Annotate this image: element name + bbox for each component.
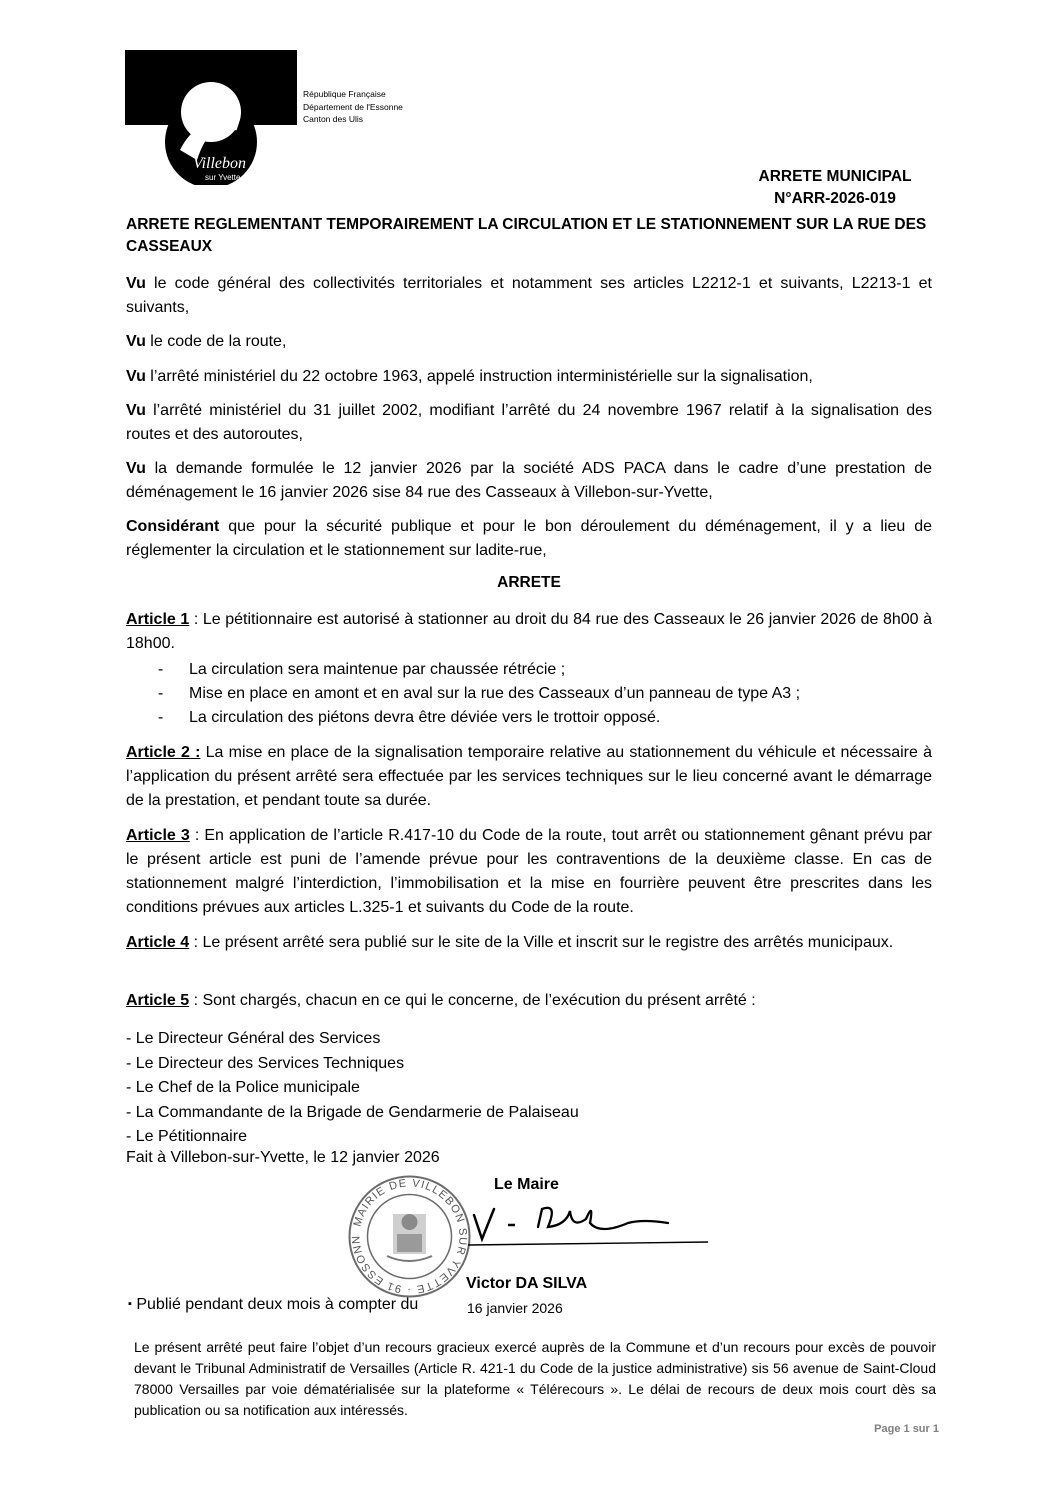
article-4: Article 4 : Le présent arrêté sera publié sur le site de la Ville et inscrit sur le registre des arrêtés municipaux.	[126, 934, 894, 951]
considerant: Considérant que pour la sécurité publique et pour le bon déroulement du déménagement, il y a lieu de réglementer la circulation et le stationnement sur ladite-rue,	[126, 518, 932, 559]
visa-arrete-2002: Vu l’arrêté ministériel du 31 juillet 2002, modifiant l’arrêté du 24 novembre 1967 relatif à la signalisation des routes et des autoroutes,	[126, 402, 932, 443]
article-4-label: Article 4	[126, 934, 190, 951]
handwritten-signature	[468, 1195, 713, 1265]
stamp-graphic	[347, 1174, 472, 1299]
signatory-name: Victor DA SILVA	[466, 1275, 588, 1292]
article-1-label: Article 1	[126, 611, 190, 628]
header-line-canton: Canton des Ulis	[303, 114, 364, 124]
article-1-bullet: - La circulation des piétons devra être déviée vers le trottoir opposé.	[158, 709, 661, 726]
article-5-label: Article 5	[126, 992, 190, 1009]
visa-code-route: Vu le code de la route,	[126, 333, 287, 350]
mairie-stamp	[347, 1174, 472, 1299]
page-number: Page 1 sur 1	[874, 1423, 939, 1435]
visa-arrete-1963: Vu l’arrêté ministériel du 22 octobre 1963, appelé instruction interministérielle sur la signalisation,	[126, 368, 813, 385]
recipient-item: - Le Chef de la Police municipale	[126, 1079, 360, 1096]
arrete-heading: ARRETE	[497, 574, 561, 591]
decree-type: ARRETE MUNICIPAL	[758, 168, 912, 185]
article-5: Article 5 : Sont chargés, chacun en ce qui le concerne, de l’exécution du présent arrêté :	[126, 992, 756, 1009]
done-at: Fait à Villebon-sur-Yvette, le 12 janvier 2026	[126, 1149, 440, 1166]
publication-line	[128, 1296, 418, 1314]
svg-text:Villebon: Villebon	[193, 155, 247, 172]
header-admin-lines	[303, 88, 403, 126]
logo-graphic	[125, 50, 297, 185]
decree-title: ARRETE REGLEMENTANT TEMPORAIREMENT LA CIRCULATION ET LE STATIONNEMENT SUR LA RUE DES CASSEAUX	[126, 216, 927, 255]
signatory-role: Le Maire	[494, 1176, 559, 1193]
article-2: Article 2 : La mise en place de la signalisation temporaire relative au stationnement du véhicule et nécessaire à l’application du présent arrêté sera effectuée par les services techniques sur le lieu concerné avant le démarrage de la prestation, et pendant toute sa durée.	[126, 744, 932, 809]
article-1-bullet: - La circulation sera maintenue par chaussée rétrécie ;	[158, 661, 566, 678]
recipients-list	[126, 1027, 579, 1150]
recipient-item: - La Commandante de la Brigade de Gendarmerie de Palaiseau	[126, 1103, 579, 1121]
recipient-item: - Le Directeur Général des Services	[126, 1030, 381, 1047]
header-line-republic: République Française	[303, 89, 386, 99]
recipient-item: - Le Pétitionnaire	[126, 1128, 247, 1145]
visa-demande: Vu la demande formulée le 12 janvier 2026 par la société ADS PACA dans le cadre d’une prestation de déménagement le 16 janvier 2026 sise 84 rue des Casseaux à Villebon-sur-Yvette,	[126, 460, 932, 501]
villebon-logo	[125, 50, 297, 185]
header-line-department: Département de l'Essonne	[303, 101, 403, 112]
article-1: Article 1 : Le pétitionnaire est autorisé à stationner au droit du 84 rue des Casseaux le 26 janvier 2026 de 8h00 à 18h00.	[126, 611, 933, 652]
decree-number: N°ARR-2026-019	[774, 190, 896, 207]
article-1-bullet: - Mise en place en amont et en aval sur la rue des Casseaux d’un panneau de type A3 ;	[158, 685, 801, 702]
signature-graphic	[468, 1195, 713, 1265]
publication-label: Publié pendant deux mois à compter du	[136, 1296, 419, 1313]
visa-cgct: Vu le code général des collectivités territoriales et notamment ses articles L2212-1 et suivants, L2213-1 et suivants,	[126, 275, 932, 316]
article-3: Article 3 : En application de l’article R.417-10 du Code de la route, tout arrêt ou stationnement gênant prévu par le présent article est puni de l’amende prévue pour les contraventions de la deuxième classe. En cas de stationnement malgré l’interdiction, l’immobilisation et la mise en fourrière peuvent être prescrites dans les conditions prévues aux articles L.325-1 et suivants du Code de la route.	[126, 827, 933, 916]
svg-text:sur Yvette: sur Yvette	[205, 173, 241, 182]
publication-date: 16 janvier 2026	[467, 1300, 563, 1316]
article-3-label: Article 3	[126, 827, 190, 844]
svg-text:MAIRIE DE VILLEBON SUR YVETTE: MAIRIE DE VILLEBON SUR YVETTE · 91 ESSONN	[350, 1177, 469, 1296]
article-2-label: Article 2 :	[126, 744, 201, 761]
legal-recourse-notice: Le présent arrêté peut faire l’objet d’un recours gracieux exercé auprès de la Commune et d’un recours pour excès de pouvoir devant le Tribunal Administratif de Versailles (Article R. 421-1 du Code de la justice administrative) sis 56 avenue de Saint-Cloud 78000 Versailles par voie dématérialisée sur la plateforme « Télérecours ». Le délai de recours de deux mois court dès sa publication ou sa notification aux intéressés.	[134, 1339, 936, 1418]
recipient-item: - Le Directeur des Services Techniques	[126, 1054, 405, 1072]
decree-reference	[735, 166, 935, 210]
publication-bullet: ▪	[128, 1298, 132, 1310]
